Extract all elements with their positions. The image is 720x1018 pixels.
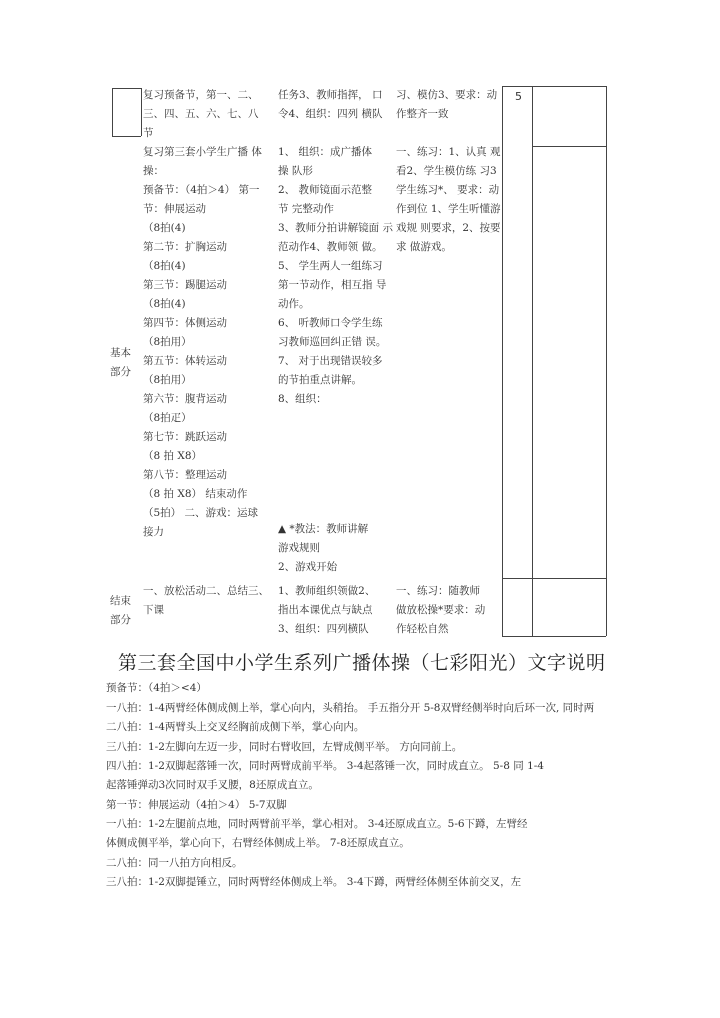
table-vline-2 xyxy=(502,86,503,636)
table-hline-1 xyxy=(112,136,141,137)
teacher-content: 任务3、教师指挥， 口 令4、组织：四列 横队 1、 组织：成广播体 操 队形 2、 教师镜面示范整 节 完整动作 3、教师分拍讲解镜面 示 范动作4、教师领 做。 5、 学生两人一组练习 第一节动作，相互指 导 动作。 6、 听教师口令学生练 习教师巡回纠正错 误。 7、 对于出现错误较多 的节拍重点讲解。 8、组织： xyxy=(278,89,394,405)
time-value: 5 xyxy=(515,90,522,103)
table-vline-4 xyxy=(606,86,607,636)
description-line: 二八拍：同一八拍方向相反。 xyxy=(106,857,243,869)
closing-student: 一、练习：随教师 做放松操*要求：动 作轻松自然 xyxy=(396,585,486,635)
review-content: 复习预备节，第一、二、 三、四、五、六、七、八 节 复习第三套小学生广播 体 操： 预备节：（4拍＞4） 第一 节：伸展运动 （8拍(4) 第二节：扩胸运动 （8拍(4) 第三节：踢腿运动 （8拍(4) 第四节：体侧运动 （8拍用） 第五节：体转运动 （8拍用） 第六节：腹背运动 （8拍疋） 第七节：跳跃运动 （8 拍 X8） 第八节：整理运动 （8 拍 X8） 结束动作 （5拍） 二、游戏：运球 接力 xyxy=(143,89,262,538)
description-line: 四八拍：1-2双脚起落锤一次，同时两臂成前平举。 3-4起落锤一次，同时成直立。 5-8 同 1-4 xyxy=(106,760,544,772)
description-line: 一八拍：1-2左腿前点地，同时两臂前平举，掌心相对。 3-4还原成直立。5-6下蹲，左臂经 xyxy=(106,818,528,830)
teacher-game-content: ▲ *教法：教师讲解 游戏规则 2、游戏开始 xyxy=(278,523,369,573)
table-hline-3 xyxy=(532,146,606,147)
table-hline-2 xyxy=(502,86,606,87)
description-line: 二八拍：1-4两臂头上交叉经胸前成侧下举，掌心向内。 xyxy=(106,721,365,733)
description-line: 预备节：（4拍＞<4） xyxy=(106,682,207,694)
table-vline-0 xyxy=(112,88,113,136)
table-hline-4 xyxy=(502,578,606,579)
closing-teacher: 1、教师组织领做2、 指出本课优点与缺点 3、组织：四列横队 xyxy=(278,585,376,635)
description-line: 三八拍：1-2双脚提锤立，同时两臂经体侧成上举。 3-4下蹲，两臂经体侧至体前交叉，左 xyxy=(106,876,522,888)
table-hline-0 xyxy=(112,88,141,89)
student-content: 习、模仿3、要求：动 作整齐一致 一、练习：1、认真 观 看2、学生模仿练 习3 学生练习*、 要求：动 作到位 1、学生听懂游 戏规 则要求，2、按要 求 做游戏。 xyxy=(396,89,501,253)
table-hline-5 xyxy=(502,636,606,637)
description-line: 一八拍：1-4两臂经体侧成侧上举，掌心向内，头稍抬。 手五指分开 5-8双臂经侧举时向后环一次, 同时两 xyxy=(106,702,595,714)
description-line: 第一节：伸展运动（4拍＞4） 5-7双脚 xyxy=(106,799,287,811)
description-line: 体侧成侧平举，掌心向下，右臂经体侧成上举。 7-8还原成直立。 xyxy=(106,837,410,849)
section-label-closing: 结束 部分 xyxy=(110,595,131,626)
description-line: 三八拍：1-2左脚向左迈一步，同时右臂收回，左臂成侧平举。 方向同前上。 xyxy=(106,741,463,753)
description-line: 起落锤弹动3次同时双手叉腰，8还原成直立。 xyxy=(106,779,319,791)
closing-review: 一、放松活动二、总结三、 下课 xyxy=(143,585,269,616)
section-label-basic: 基本 部分 xyxy=(110,347,131,378)
doc-title: 第三套全国中小学生系列广播体操（七彩阳光）文字说明 xyxy=(118,652,606,674)
table-vline-1 xyxy=(141,88,142,136)
table-vline-3 xyxy=(532,86,533,636)
